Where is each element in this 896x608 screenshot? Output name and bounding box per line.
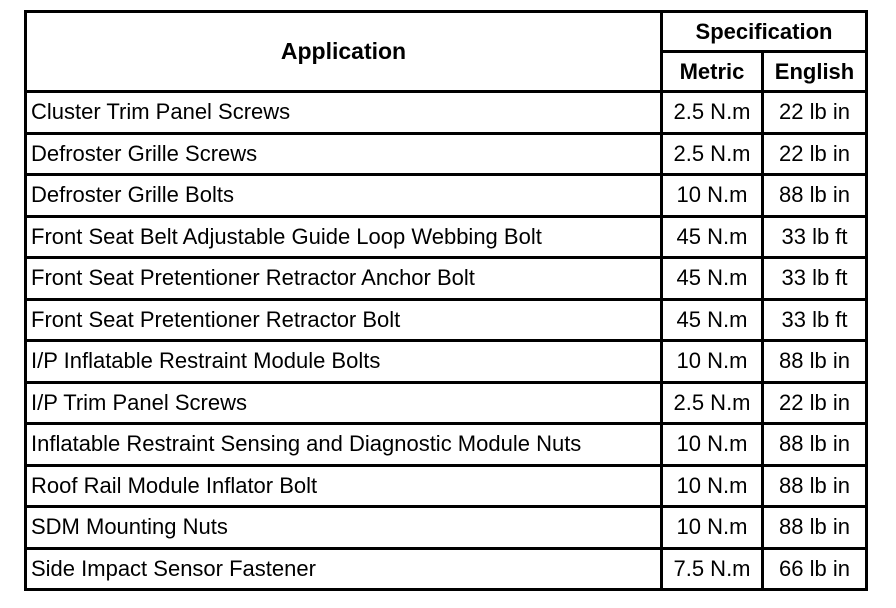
metric-cell: 10 N.m: [662, 465, 763, 507]
english-cell: 88 lb in: [763, 507, 867, 549]
english-cell: 88 lb in: [763, 341, 867, 383]
table-row: [26, 299, 867, 341]
metric-cell: 2.5 N.m: [662, 133, 763, 175]
metric-cell: 45 N.m: [662, 258, 763, 300]
table-row: [26, 424, 867, 466]
metric-cell: 45 N.m: [662, 299, 763, 341]
english-cell: 88 lb in: [763, 424, 867, 466]
application-cell: Inflatable Restraint Sensing and Diagnostic Module Nuts: [26, 424, 662, 466]
application-cell: Roof Rail Module Inflator Bolt: [26, 465, 662, 507]
metric-cell: 10 N.m: [662, 341, 763, 383]
english-cell: 22 lb in: [763, 92, 867, 134]
application-cell: Defroster Grille Bolts: [26, 175, 662, 217]
english-cell: 33 lb ft: [763, 299, 867, 341]
application-cell: Defroster Grille Screws: [26, 133, 662, 175]
application-header: Application: [26, 12, 662, 92]
table-row: [26, 507, 867, 549]
application-cell: Cluster Trim Panel Screws: [26, 92, 662, 134]
metric-cell: 7.5 N.m: [662, 548, 763, 590]
metric-cell: 45 N.m: [662, 216, 763, 258]
metric-cell: 10 N.m: [662, 175, 763, 217]
table-body: [26, 92, 867, 590]
metric-cell: 2.5 N.m: [662, 92, 763, 134]
specification-header: Specification: [662, 12, 867, 52]
metric-cell: 10 N.m: [662, 424, 763, 466]
table-row: [26, 382, 867, 424]
application-cell: Front Seat Pretentioner Retractor Anchor Bolt: [26, 258, 662, 300]
application-cell: I/P Inflatable Restraint Module Bolts: [26, 341, 662, 383]
application-cell: Side Impact Sensor Fastener: [26, 548, 662, 590]
table-row: [26, 465, 867, 507]
table-row: [26, 133, 867, 175]
application-cell: Front Seat Belt Adjustable Guide Loop Webbing Bolt: [26, 216, 662, 258]
table-row: [26, 175, 867, 217]
application-cell: SDM Mounting Nuts: [26, 507, 662, 549]
metric-cell: 10 N.m: [662, 507, 763, 549]
table-row: [26, 258, 867, 300]
table-row: [26, 92, 867, 134]
english-cell: 33 lb ft: [763, 216, 867, 258]
english-header: English: [763, 52, 867, 92]
metric-header: Metric: [662, 52, 763, 92]
english-cell: 88 lb in: [763, 175, 867, 217]
metric-cell: 2.5 N.m: [662, 382, 763, 424]
application-cell: Front Seat Pretentioner Retractor Bolt: [26, 299, 662, 341]
english-cell: 66 lb in: [763, 548, 867, 590]
application-cell: I/P Trim Panel Screws: [26, 382, 662, 424]
table-row: [26, 341, 867, 383]
fastener-specification-table: [24, 10, 868, 591]
english-cell: 22 lb in: [763, 133, 867, 175]
english-cell: 88 lb in: [763, 465, 867, 507]
english-cell: 33 lb ft: [763, 258, 867, 300]
table-row: [26, 548, 867, 590]
english-cell: 22 lb in: [763, 382, 867, 424]
table-row: [26, 216, 867, 258]
